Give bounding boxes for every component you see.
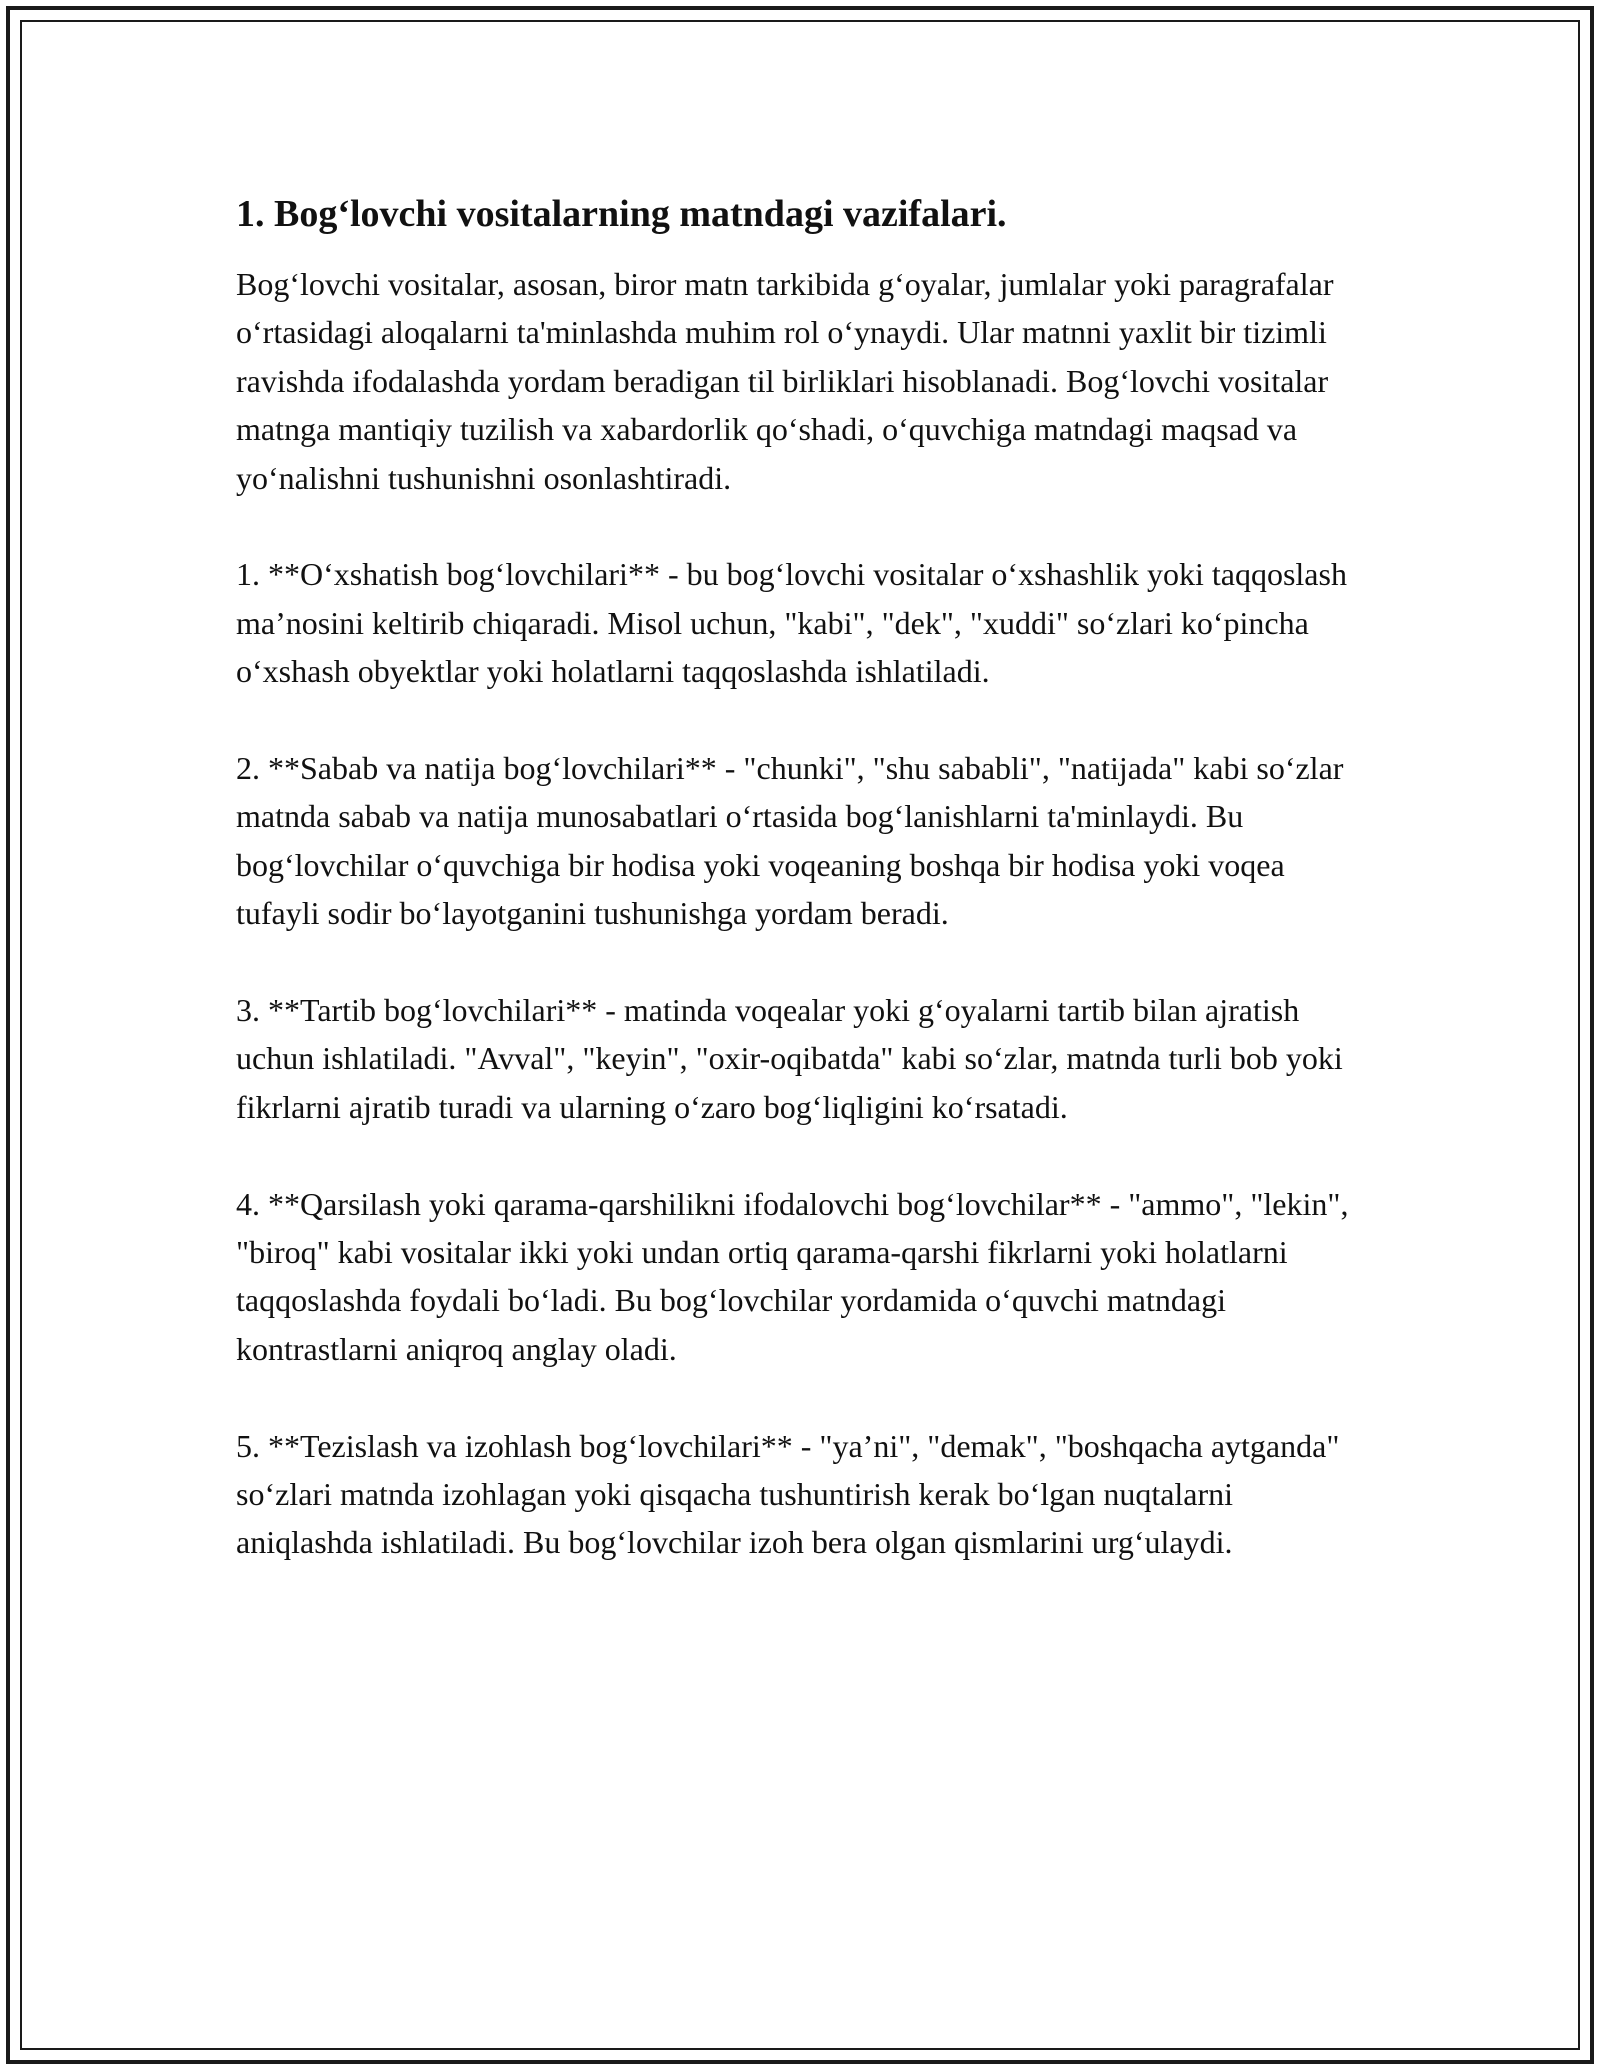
intro-paragraph: Bog‘lovchi vositalar, asosan, biror matn tarkibida g‘oyalar, jumlalar yoki paragrafalar o‘rtasidagi aloqalarni ta'minlashda muhim rol o‘ynaydi. Ular matnni yaxlit bir tizimli ravishda ifodalashda yordam beradigan til birliklari hisoblanadi. Bog‘lovchi vositalar matnga mantiqiy tuzilish va xabardorlik qo‘shadi, o‘quvchiga matndagi maqsad va yo‘nalishni tushunishni osonlashtiradi. (236, 266, 1334, 496)
document-title: 1. Bog‘lovchi vositalarning matndagi vazifalari. (236, 193, 1007, 235)
list-item-5: 5. **Tezislash va izohlash bog‘lovchilari** - "ya’ni", "demak", "boshqacha aytganda" so‘zlari matnda izohlagan yoki qisqacha tushuntirish kerak bo‘lgan nuqtalarni aniqlashda ishlatiladi. Bu bog‘lovchilar izoh bera olgan qismlarini urg‘ulaydi. (236, 1427, 1340, 1561)
list-item-3: 3. **Tartib bog‘lovchilari** - matinda voqealar yoki g‘oyalarni tartib bilan ajratish uchun ishlatiladi. "Avval", "keyin", "oxir-oqibatda" kabi so‘zlar, matnda turli bob yoki fikrlarni ajratib turadi va ularning o‘zaro bog‘liqligini ko‘rsatadi. (236, 992, 1343, 1125)
list-item-4: 4. **Qarsilash yoki qarama-qarshilikni ifodalovchi bog‘lovchilar** - "ammo", "lekin", "biroq" kabi vositalar ikki yoki undan ortiq qarama-qarshi fikrlarni yoki holatlarni taqqoslashda foydali bo‘ladi. Bu bog‘lovchilar yordamida o‘quvchi matndagi kontrastlarni aniqroq anglay oladi. (236, 1185, 1349, 1367)
document-body (236, 186, 1356, 1615)
list-item-2: 2. **Sabab va natija bog‘lovchilari** - "chunki", "shu sababli", "natijada" kabi so‘zlar matnda sabab va natija munosabatlari o‘rtasida bog‘lanishlarni ta'minlaydi. Bu bog‘lovchilar o‘quvchiga bir hodisa yoki voqeaning boshqa bir hodisa yoki voqea tufayli sodir bo‘layotganini tushunishga yordam beradi. (236, 750, 1344, 932)
list-item-1: 1. **O‘xshatish bog‘lovchilari** - bu bog‘lovchi vositalar o‘xshashlik yoki taqqoslash ma’nosini keltirib chiqaradi. Misol uchun, "kabi", "dek", "xuddi" so‘zlari ko‘pincha o‘xshash obyektlar yoki holatlarni taqqoslashda ishlatiladi. (236, 556, 1347, 690)
